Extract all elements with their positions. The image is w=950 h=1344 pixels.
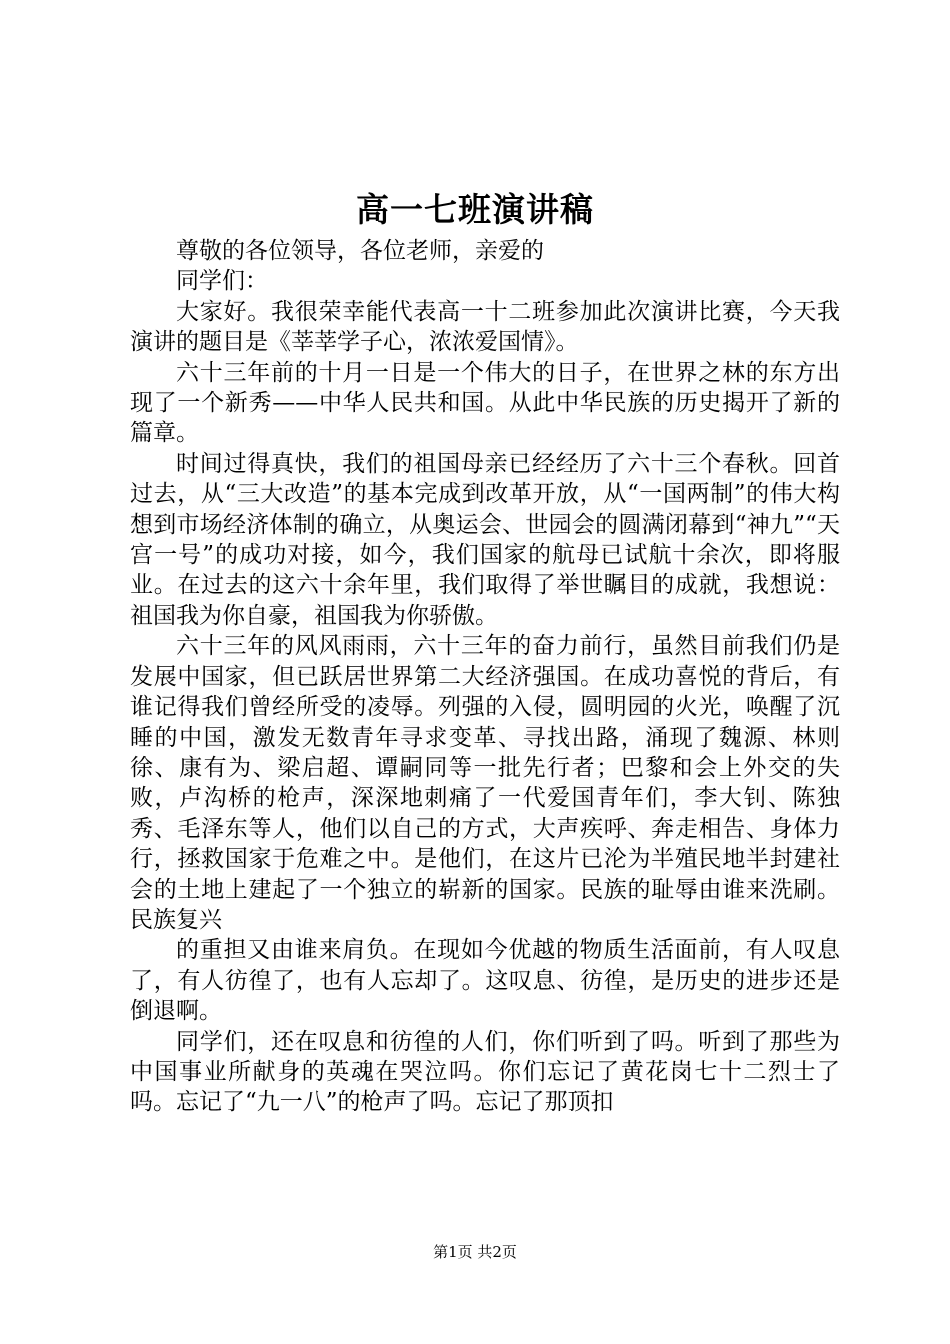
paragraph-salutation: 尊敬的各位领导，各位老师，亲爱的 xyxy=(176,238,544,264)
paragraph-salutation-cont: 同学们： xyxy=(176,268,268,295)
document-body xyxy=(130,236,840,1118)
document-title: 高一七班演讲稿 xyxy=(356,190,594,229)
paragraph: 大家好。我很荣幸能代表高一十二班参加此次演讲比赛，今天我演讲的题目是《莘莘学子心，浓浓爱国情》。 xyxy=(130,298,840,356)
paragraph: 同学们，还在叹息和彷徨的人们，你们听到了吗。听到了那些为中国事业所献身的英魂在哭泣吗。你们忘记了黄花岗七十二烈士了吗。忘记了“九一八”的枪声了吗。忘记了那顶扣 xyxy=(130,1028,840,1116)
paragraph: 六十三年的风风雨雨，六十三年的奋力前行，虽然目前我们仍是发展中国家，但已跃居世界第二大经济强国。在成功喜悦的背后，有谁记得我们曾经所受的凌辱。列强的入侵，圆明园的火光，唤醒了沉睡的中国，激发无数青年寻求变革、寻找出路，涌现了魏源、林则徐、康有为、梁启超、谭嗣同等一批先行者；巴黎和会上外交的失败，卢沟桥的枪声，深深地刺痛了一代爱国青年们，李大钊、陈独秀、毛泽东等人，他们以自己的方式，大声疾呼、奔走相告、身体力行，拯救国家于危难之中。是他们，在这片已沦为半殖民地半封建社会的土地上建起了一个独立的崭新的国家。民族的耻辱由谁来洗刷。民族复兴 xyxy=(130,633,840,933)
page-footer: 第1页 共2页 xyxy=(433,1243,517,1261)
paragraph: 六十三年前的十月一日是一个伟大的日子，在世界之林的东方出现了一个新秀——中华人民共和国。从此中华民族的历史揭开了新的篇章。 xyxy=(130,359,840,447)
paragraph: 的重担又由谁来肩负。在现如今优越的物质生活面前，有人叹息了，有人彷徨了，也有人忘却了。这叹息、彷徨，是历史的进步还是倒退啊。 xyxy=(130,937,840,1025)
paragraph: 时间过得真快，我们的祖国母亲已经经历了六十三个春秋。回首过去，从“三大改造”的基本完成到改革开放，从“一国两制”的伟大构想到市场经济体制的确立，从奥运会、世园会的圆满闭幕到“神九”“天宫一号”的成功对接，如今，我们国家的航母已试航十余次，即将服业。在过去的这六十余年里，我们取得了举世瞩目的成就，我想说：祖国我为你自豪，祖国我为你骄傲。 xyxy=(130,450,840,629)
